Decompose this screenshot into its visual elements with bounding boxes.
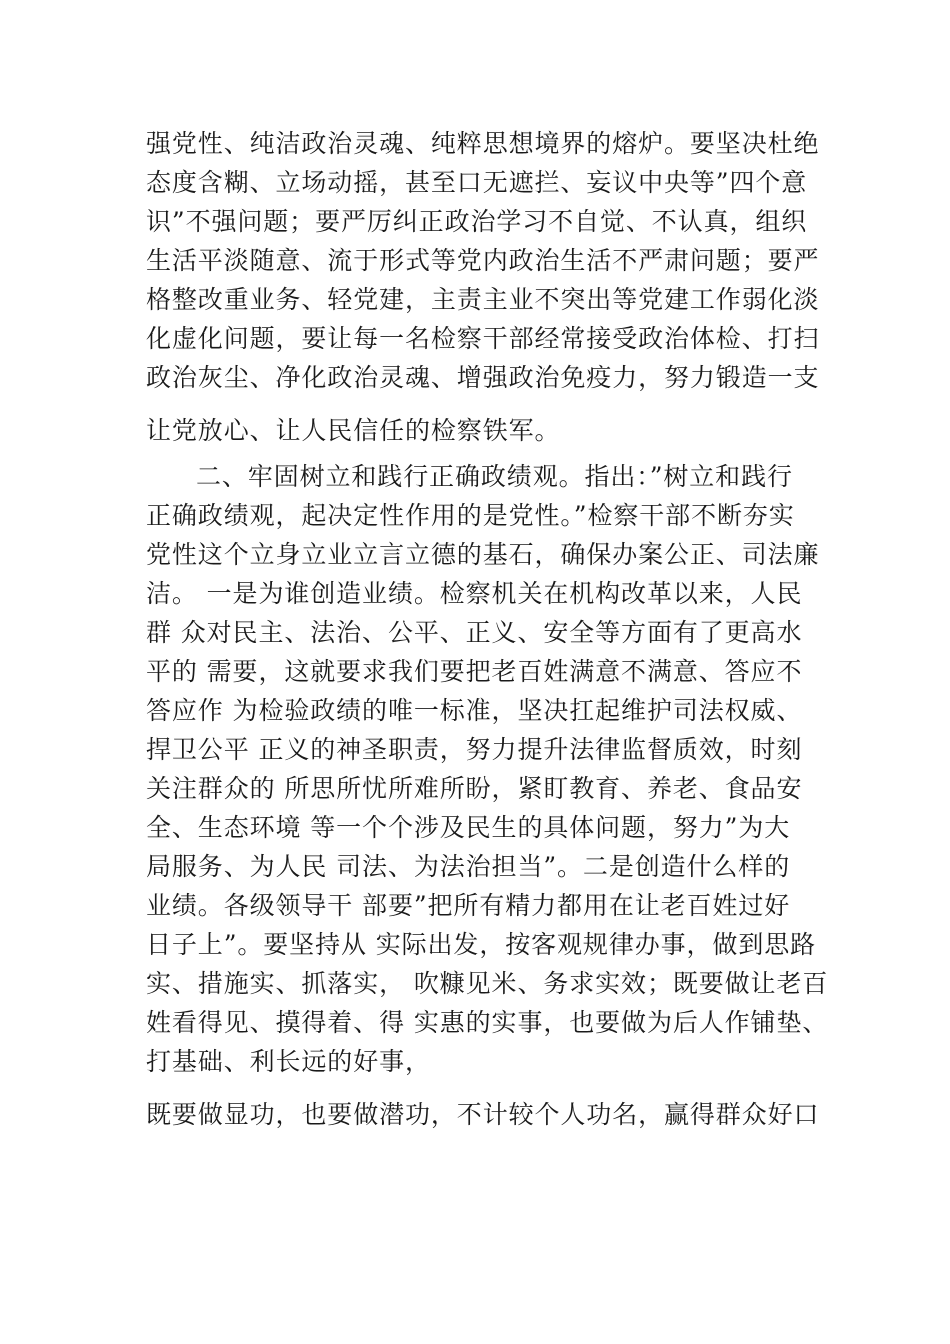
- text-line-5: 格整改重业务、轻党建，主责主业不突出等党建工作弱化淡: [146, 285, 820, 314]
- text-line-18: 全、生态环境 等一个个涉及民生的具体问题，努力”为大: [146, 813, 791, 842]
- text-line-23: 姓看得见、摸得着、得 实惠的实事，也要做为后人作铺垫、: [146, 1008, 829, 1037]
- text-line-1: 强党性、纯洁政治灵魂、纯粹思想境界的熔炉。要坚决杜绝: [146, 129, 820, 158]
- text-line-14: 平的 需要，这就要求我们要把老百姓满意不满意、答应不: [146, 657, 803, 686]
- text-line-17: 关注群众的 所思所忧所难所盼，紧盯教育、养老、食品安: [146, 774, 803, 803]
- text-line-24: 打基础、利长远的好事，: [146, 1047, 431, 1076]
- text-line-8: 让党放心、让人民信任的检察铁军。: [146, 416, 561, 445]
- text-line-11: 党性这个立身立业立言立德的基石，确保办案公正、司法廉: [146, 540, 820, 569]
- text-line-13: 群 众对民主、法治、公平、正义、安全等方面有了更高水: [146, 618, 803, 647]
- text-line-16: 捍卫公平 正义的神圣职责，努力提升法律监督质效，时刻: [146, 735, 803, 764]
- text-line-7: 政治灰尘、净化政治灵魂、增强政治免疫力，努力锻造一支: [146, 363, 820, 392]
- text-line-3: 识”不强问题；要严厉纠正政治学习不自觉、不认真，组织: [146, 207, 808, 236]
- text-line-10: 正确政绩观，起决定性作用的是党性。”检察干部不断夯实: [146, 501, 795, 530]
- text-line-20: 业绩。各级领导干 部要”把所有精力都用在让老百姓过好: [146, 891, 791, 920]
- text-line-21: 日子上”。要坚持从 实际出发，按客观规律办事，做到思路: [146, 930, 817, 959]
- text-line-6: 化虚化问题，要让每一名检察干部经常接受政治体检、打扫: [146, 324, 820, 353]
- text-line-25: 既要做显功，也要做潜功，不计较个人功名，赢得群众好口: [146, 1100, 820, 1129]
- text-line-9: 二、牢固树立和践行正确政绩观。指出：”树立和践行: [196, 462, 793, 491]
- text-line-4: 生活平淡随意、流于形式等党内政治生活不严肃问题；要严: [146, 246, 820, 275]
- text-line-12: 洁。 一是为谁创造业绩。检察机关在机构改革以来，人民: [146, 579, 803, 608]
- text-line-19: 局服务、为人民 司法、为法治担当”。二是创造什么样的: [146, 852, 791, 881]
- text-line-2: 态度含糊、立场动摇，甚至口无遮拦、妄议中央等”四个意: [146, 168, 808, 197]
- text-line-15: 答应作 为检验政绩的唯一标准，坚决扛起维护司法权威、: [146, 696, 803, 725]
- text-line-22: 实、措施实、抓落实， 吹糠见米、务求实效；既要做让老百: [146, 969, 829, 998]
